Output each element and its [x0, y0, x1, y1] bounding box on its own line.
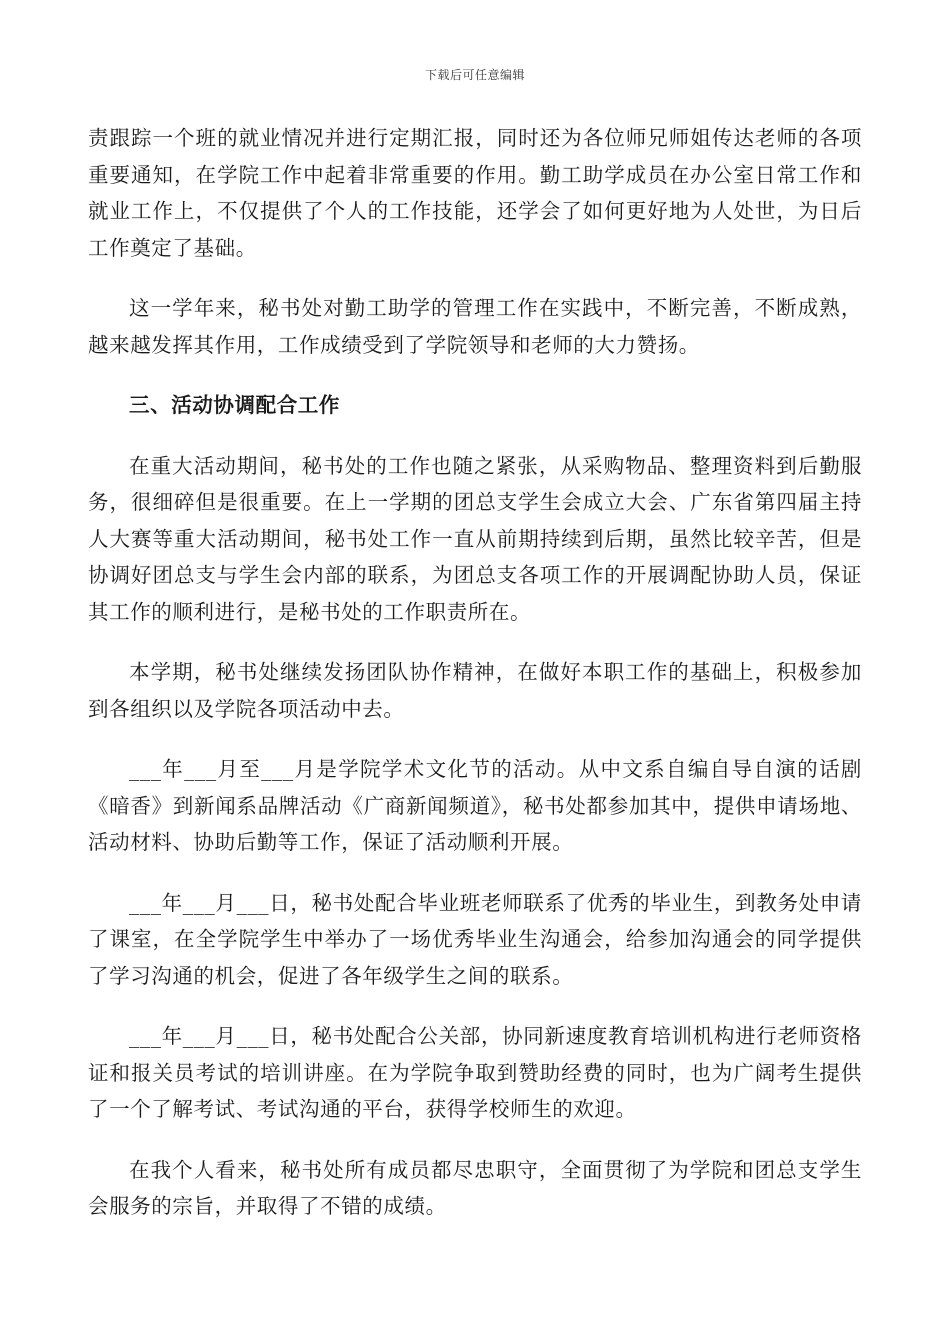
paragraph-culture-festival: ___年___月至___月是学院学术文化节的活动。从中文系自编自导自演的话剧《暗香》到新闻系品牌活动《广商新闻频道》，秘书处都参加其中，提供申请场地、活动材料、协助后勤等工作，保证了活动顺利开展。 [88, 757, 862, 854]
header-note: 下载后可任意编辑 [424, 68, 525, 82]
paragraph-graduate-session: ___年___月___日，秘书处配合毕业班老师联系了优秀的毕业生，到教务处申请了课室，在全学院学生中举办了一场优秀毕业生沟通会，给参加沟通会的同学提供了学习沟通的机会，促进了各年级学生之间的联系。 [88, 890, 862, 988]
document-body [88, 120, 862, 1249]
paragraph-continuation: 责跟踪一个班的就业情况并进行定期汇报，同时还为各位师兄师姐传达老师的各项重要通知，在学院工作中起着非常重要的作用。勤工助学成员在办公室日常工作和就业工作上，不仅提供了个人的工作技能，还学会了如何更好地为人处世，为日后工作奠定了基础。 [88, 126, 862, 260]
paragraph-personal-view: 在我个人看来，秘书处所有成员都尽忠职守，全面贯彻了为学院和团总支学生会服务的宗旨，并取得了不错的成绩。 [88, 1157, 862, 1218]
paragraph-this-semester: 本学期，秘书处继续发扬团队协作精神，在做好本职工作的基础上，积极参加到各组织以及学院各项活动中去。 [88, 660, 862, 721]
paragraph-major-events: 在重大活动期间，秘书处的工作也随之紧张，从采购物品、整理资料到后勤服务，很细碎但是很重要。在上一学期的团总支学生会成立大会、广东省第四届主持人大赛等重大活动期间，秘书处工作一直从前期持续到后期，虽然比较辛苦，但是协调好团总支与学生会内部的联系，为团总支各项工作的开展调配协助人员，保证其工作的顺利进行，是秘书处的工作职责所在。 [88, 453, 862, 624]
section-heading-activity-coordination: 三、活动协调配合工作 [129, 393, 340, 417]
paragraph-work-study-summary: 这一学年来，秘书处对勤工助学的管理工作在实践中，不断完善，不断成熟，越来越发挥其作用，工作成绩受到了学院领导和老师的大力赞扬。 [88, 296, 862, 357]
paragraph-training-lecture: ___年___月___日，秘书处配合公关部，协同新速度教育培训机构进行老师资格证和报关员考试的培训讲座。在为学院争取到赞助经费的同时，也为广阔考生提供了一个了解考试、考试沟通的平台，获得学校师生的欢迎。 [88, 1024, 862, 1121]
